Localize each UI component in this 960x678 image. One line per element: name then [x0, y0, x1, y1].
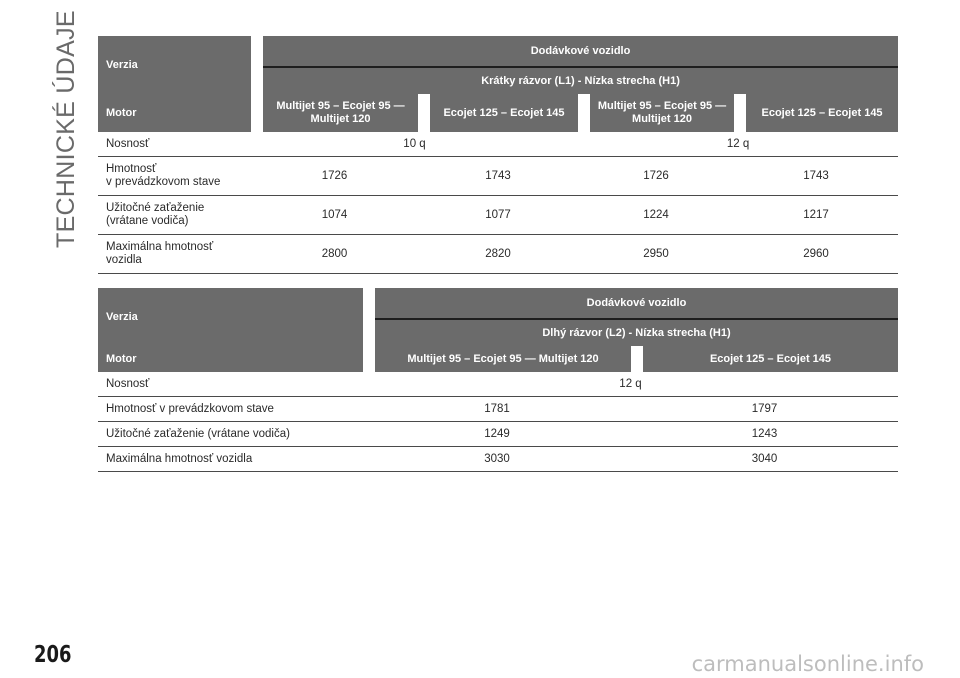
row-label: Hmotnosť v prevádzkovom stave [98, 397, 363, 422]
engine-column-header: Ecojet 125 – Ecojet 145 [430, 94, 578, 132]
version-header: Verzia [98, 288, 363, 346]
engine-header: Motor [98, 346, 363, 372]
cell-value: 2950 [578, 235, 734, 274]
engine-column-header: Multijet 95 – Ecojet 95 — Multijet 120 [590, 94, 734, 132]
row-label: Nosnosť [98, 372, 363, 397]
variant-header: Krátky rázvor (L1) - Nízka strecha (H1) [263, 67, 898, 94]
cell-value: 1224 [578, 196, 734, 235]
cell-value: 1797 [631, 397, 898, 422]
cell-value: 1217 [734, 196, 898, 235]
watermark-text: carmanualsonline.info [691, 652, 924, 676]
cell-value: 1077 [418, 196, 578, 235]
cell-value: 1781 [363, 397, 631, 422]
page-number: 206 [34, 642, 72, 668]
engine-column-header: Multijet 95 – Ecojet 95 — Multijet 120 [263, 94, 418, 132]
variant-header: Dlhý rázvor (L2) - Nízka strecha (H1) [375, 319, 898, 346]
cell-value: 3030 [363, 447, 631, 472]
engine-header: Motor [98, 94, 251, 132]
spec-table-short-wheelbase [98, 36, 898, 274]
row-label: Užitočné zaťaženie (vrátane vodiča) [98, 196, 251, 235]
table-row [98, 372, 898, 397]
cell-value: 10 q [251, 132, 578, 157]
cell-value: 1726 [251, 157, 418, 196]
row-label: Hmotnosť v prevádzkovom stave [98, 157, 251, 196]
row-label: Maximálna hmotnosť vozidla [98, 447, 363, 472]
section-title: TECHNICKÉ ÚDAJE [52, 10, 80, 248]
engine-column-header: Ecojet 125 – Ecojet 145 [643, 346, 898, 372]
row-label: Užitočné zaťaženie (vrátane vodiča) [98, 422, 363, 447]
vehicle-type-header: Dodávkové vozidlo [375, 288, 898, 319]
cell-value: 2960 [734, 235, 898, 274]
cell-value: 1074 [251, 196, 418, 235]
cell-value: 1743 [734, 157, 898, 196]
cell-value: 3040 [631, 447, 898, 472]
row-label: Nosnosť [98, 132, 251, 157]
table-row [98, 132, 898, 157]
cell-value: 1743 [418, 157, 578, 196]
engine-column-header: Ecojet 125 – Ecojet 145 [746, 94, 898, 132]
cell-value: 2800 [251, 235, 418, 274]
table-row [98, 447, 898, 472]
vehicle-type-header: Dodávkové vozidlo [263, 36, 898, 67]
table-row [98, 422, 898, 447]
version-header: Verzia [98, 36, 251, 94]
engine-column-header: Multijet 95 – Ecojet 95 — Multijet 120 [375, 346, 631, 372]
cell-value: 1243 [631, 422, 898, 447]
cell-value: 1726 [578, 157, 734, 196]
cell-value: 12 q [363, 372, 898, 397]
table-row [98, 196, 898, 235]
row-label: Maximálna hmotnosť vozidla [98, 235, 251, 274]
cell-value: 12 q [578, 132, 898, 157]
spec-table-long-wheelbase [98, 288, 898, 472]
cell-value: 1249 [363, 422, 631, 447]
table-row [98, 157, 898, 196]
cell-value: 2820 [418, 235, 578, 274]
table-row [98, 235, 898, 274]
table-row [98, 397, 898, 422]
